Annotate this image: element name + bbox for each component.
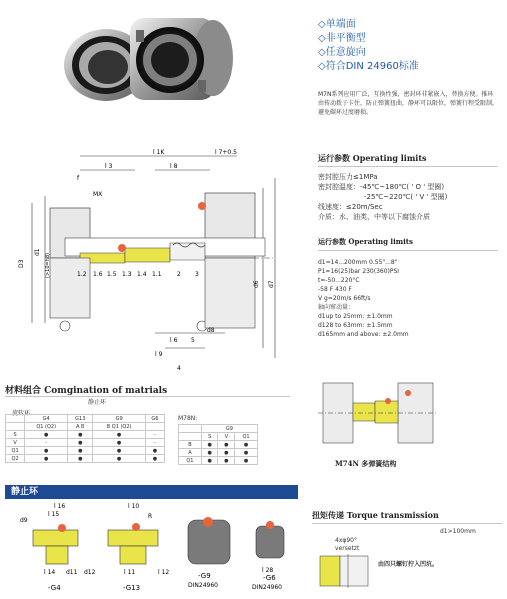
feature-item: ◇单端面 bbox=[318, 19, 356, 30]
feature-item: ◇符合DIN 24960标准 bbox=[318, 61, 419, 72]
torque-sub: d1>100mm bbox=[440, 528, 476, 535]
operating-line: d128 to 63mm: ±1.5mm bbox=[318, 322, 393, 329]
divider bbox=[5, 396, 290, 397]
torque-note: 由四只螺钉拧入凹坑。 bbox=[378, 561, 439, 568]
table-header: G6 bbox=[145, 415, 164, 423]
operating-lines bbox=[318, 172, 503, 222]
part-label: 1.1 bbox=[152, 271, 162, 278]
operating-line: V g=20m/s 66ft/s bbox=[318, 295, 371, 302]
dim-d6: d6 bbox=[253, 280, 260, 288]
dim-l6: l 6 bbox=[170, 337, 178, 344]
dim-l7: l 7+0.5 bbox=[215, 149, 237, 156]
torque-title: 扭矩传递 Torque transmission bbox=[312, 510, 439, 520]
dim-d1: d1 bbox=[34, 248, 41, 256]
operating-title: 运行参数 Operating limits bbox=[318, 153, 427, 163]
dim-label: l 12 bbox=[158, 569, 170, 576]
dim-label: l 15 bbox=[48, 511, 60, 518]
feature-list bbox=[318, 18, 498, 74]
dim-label: l 10 bbox=[128, 503, 140, 510]
dim-l8: l 8 bbox=[170, 163, 178, 170]
divider bbox=[312, 523, 502, 524]
dim-l9: l 9 bbox=[155, 351, 163, 358]
operating-line: -58 F 430 F bbox=[318, 286, 352, 293]
dim-label: l 14 bbox=[44, 569, 56, 576]
table-row: Q1 ● ● ● ● bbox=[6, 447, 165, 455]
materials-table bbox=[5, 414, 165, 463]
part-label: 1.6 bbox=[93, 271, 103, 278]
table-row: V - ● ● - bbox=[6, 439, 165, 447]
m74n-drawing bbox=[318, 373, 438, 453]
variant-label: -G6 bbox=[263, 574, 276, 582]
operating-line: d1=14...200mm 0.55"...8" bbox=[318, 259, 398, 266]
m74n-caption: M74N 多弹簧结构 bbox=[335, 459, 397, 468]
dim-l3: l 3 bbox=[105, 163, 113, 170]
table-row: Q2 ● ● ● ● bbox=[6, 455, 165, 463]
variant-label: -G4 bbox=[48, 584, 61, 592]
dim-d7: d7 bbox=[268, 280, 275, 288]
table-header: G13 bbox=[68, 415, 93, 423]
variant-label: DIN24960 bbox=[188, 582, 218, 589]
operating-lines-2 bbox=[318, 258, 498, 339]
table-subheader: B Q1 (Q2) bbox=[93, 423, 146, 431]
dim-f: f bbox=[77, 175, 80, 182]
dim-label: l 28 bbox=[262, 567, 274, 574]
table-header: G4 bbox=[25, 415, 68, 423]
dim-label: R bbox=[148, 513, 153, 520]
dim-label: d11 bbox=[66, 569, 78, 576]
part-label: 2 bbox=[177, 271, 181, 278]
part-label: 1.3 bbox=[122, 271, 132, 278]
m78-table: G9 S V Q1 B ● ● ● A ● ● ● Q1 ● ● ● bbox=[178, 424, 258, 465]
torque-hex: 4xφ90° bbox=[335, 537, 357, 544]
static-ring-drawings bbox=[8, 500, 298, 595]
operating-line: d1up to 25mm: ±1.0mm bbox=[318, 313, 393, 320]
divider bbox=[318, 250, 498, 251]
feature-item: ◇任意旋向 bbox=[318, 47, 366, 58]
operating-line: 密封腔温度：-45℃~180℃( ' O ' 型圈) bbox=[318, 183, 445, 191]
operating-line: 介质：水、油类、中等以下腐蚀介质 bbox=[318, 213, 430, 221]
variant-label: -G9 bbox=[198, 572, 211, 580]
operating-line: 轴向窜动量： bbox=[318, 304, 355, 311]
operating-line: -25℃~220℃( ' V ' 型圈) bbox=[364, 193, 448, 201]
dim-label: d9 bbox=[20, 517, 28, 524]
product-description: M7N系列应用广泛，互换性强，密封环非紧嵌入，替换方便。推环由传动拨子卡住，防止弹簧扭曲，静环可以限位，弹簧行程受限制，避免碳环过度磨损。 bbox=[318, 91, 499, 116]
operating-line: P1=16(25)bar 230(360)PSI bbox=[318, 268, 400, 275]
table-header: G9 bbox=[93, 415, 146, 423]
dim-l5: 5 bbox=[191, 337, 195, 344]
feature-item: ◇非平衡型 bbox=[318, 33, 366, 44]
part-label: 1.5 bbox=[107, 271, 117, 278]
table-row: Q1 ● ● ● bbox=[179, 457, 258, 465]
operating-line: 密封腔压力≤1MPa bbox=[318, 173, 378, 181]
table-row: B ● ● ● bbox=[179, 441, 258, 449]
table-row: S ● ● ● - bbox=[6, 431, 165, 439]
torque-set: versetzt bbox=[335, 545, 360, 552]
stationary-ring-label: 静止环 bbox=[88, 399, 107, 406]
torque-drawing bbox=[318, 552, 373, 590]
seal-drawing bbox=[5, 148, 305, 383]
divider bbox=[318, 166, 498, 167]
m78-label: M78N: bbox=[178, 415, 198, 422]
static-ring-bar: 静止环 bbox=[5, 485, 298, 499]
dim-d8: d8 bbox=[207, 327, 215, 334]
operating-line: t=-50...220°C bbox=[318, 277, 360, 284]
dim-l1k: l 1K bbox=[153, 149, 165, 156]
table-subheader bbox=[145, 423, 164, 431]
operating-line: d165mm and above: ±2.0mm bbox=[318, 331, 409, 338]
part-label: 1.4 bbox=[137, 271, 147, 278]
dim-label: l 16 bbox=[54, 503, 66, 510]
dim-d3: D3 bbox=[18, 259, 25, 268]
dim-label: l 11 bbox=[124, 569, 136, 576]
variant-label: DIN24960 bbox=[252, 584, 282, 591]
table-row: A ● ● ● bbox=[179, 449, 258, 457]
part-label: 3 bbox=[195, 271, 199, 278]
dim-l4: 4 bbox=[177, 365, 181, 372]
dim-mx: MX bbox=[93, 191, 103, 198]
table-subheader: A B bbox=[68, 423, 93, 431]
rotating-ring-label: 旋转环 bbox=[12, 410, 31, 417]
table-subheader: Q1 (Q2) bbox=[25, 423, 68, 431]
materials-title: 材料组合 Comgination of matrials bbox=[5, 386, 168, 396]
variant-label: -G13 bbox=[123, 584, 141, 592]
operating-title-2: 运行参数 Operating limits bbox=[318, 237, 413, 246]
product-photo bbox=[38, 0, 238, 112]
part-label: 1.2 bbox=[77, 271, 87, 278]
dim-d1-sub: (>10=h8) bbox=[45, 253, 51, 278]
operating-line: 线速度：≤20m/Sec bbox=[318, 203, 383, 211]
dim-label: d12 bbox=[84, 569, 96, 576]
